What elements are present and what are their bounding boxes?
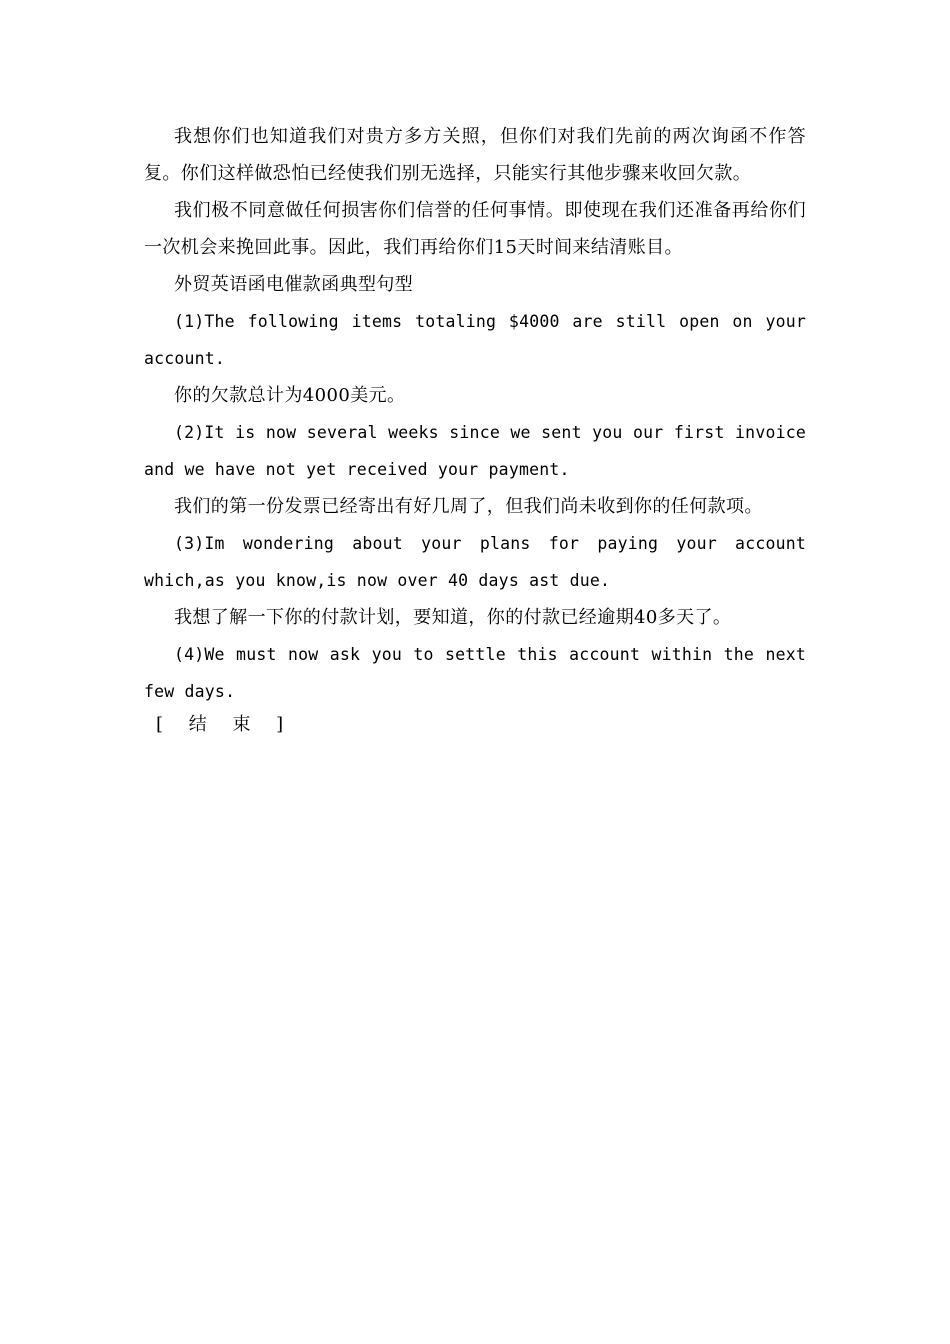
section-heading: 外贸英语函电催款函典型句型: [174, 274, 414, 295]
sentence-2-english: (2)It is now several weeks since we sent you our first invoice and we have not yet received your payment.: [144, 423, 806, 479]
sentence-4-english: (4)We must now ask you to settle this account within the next few days.: [144, 645, 806, 701]
sentence-3-chinese: 我想了解一下你的付款计划，要知道，你的付款已经逾期40多天了。: [174, 607, 732, 628]
sentence-1-chinese: 你的欠款总计为4000美元。: [174, 385, 406, 406]
paragraph-overdue-notice: 我想你们也知道我们对贵方多方关照，但你们对我们先前的两次询函不作答复。你们这样做恐怕已经使我们别无选择，只能实行其他步骤来收回欠款。: [144, 126, 806, 184]
end-mark: [ 结 束 ]: [156, 714, 294, 735]
paragraph-final-chance: 我们极不同意做任何损害你们信誉的任何事情。即使现在我们还准备再给你们一次机会来挽回此事。因此，我们再给你们15天时间来结清账目。: [144, 200, 806, 258]
sentence-2-chinese: 我们的第一份发票已经寄出有好几周了，但我们尚未收到你的任何款项。: [174, 496, 763, 517]
document-page: [144, 118, 806, 740]
sentence-1-english: (1)The following items totaling $4000 are still open on your account.: [144, 312, 806, 368]
sentence-3-english: (3)Im wondering about your plans for paying your account which,as you know,is now over 40 days ast due.: [144, 534, 806, 590]
